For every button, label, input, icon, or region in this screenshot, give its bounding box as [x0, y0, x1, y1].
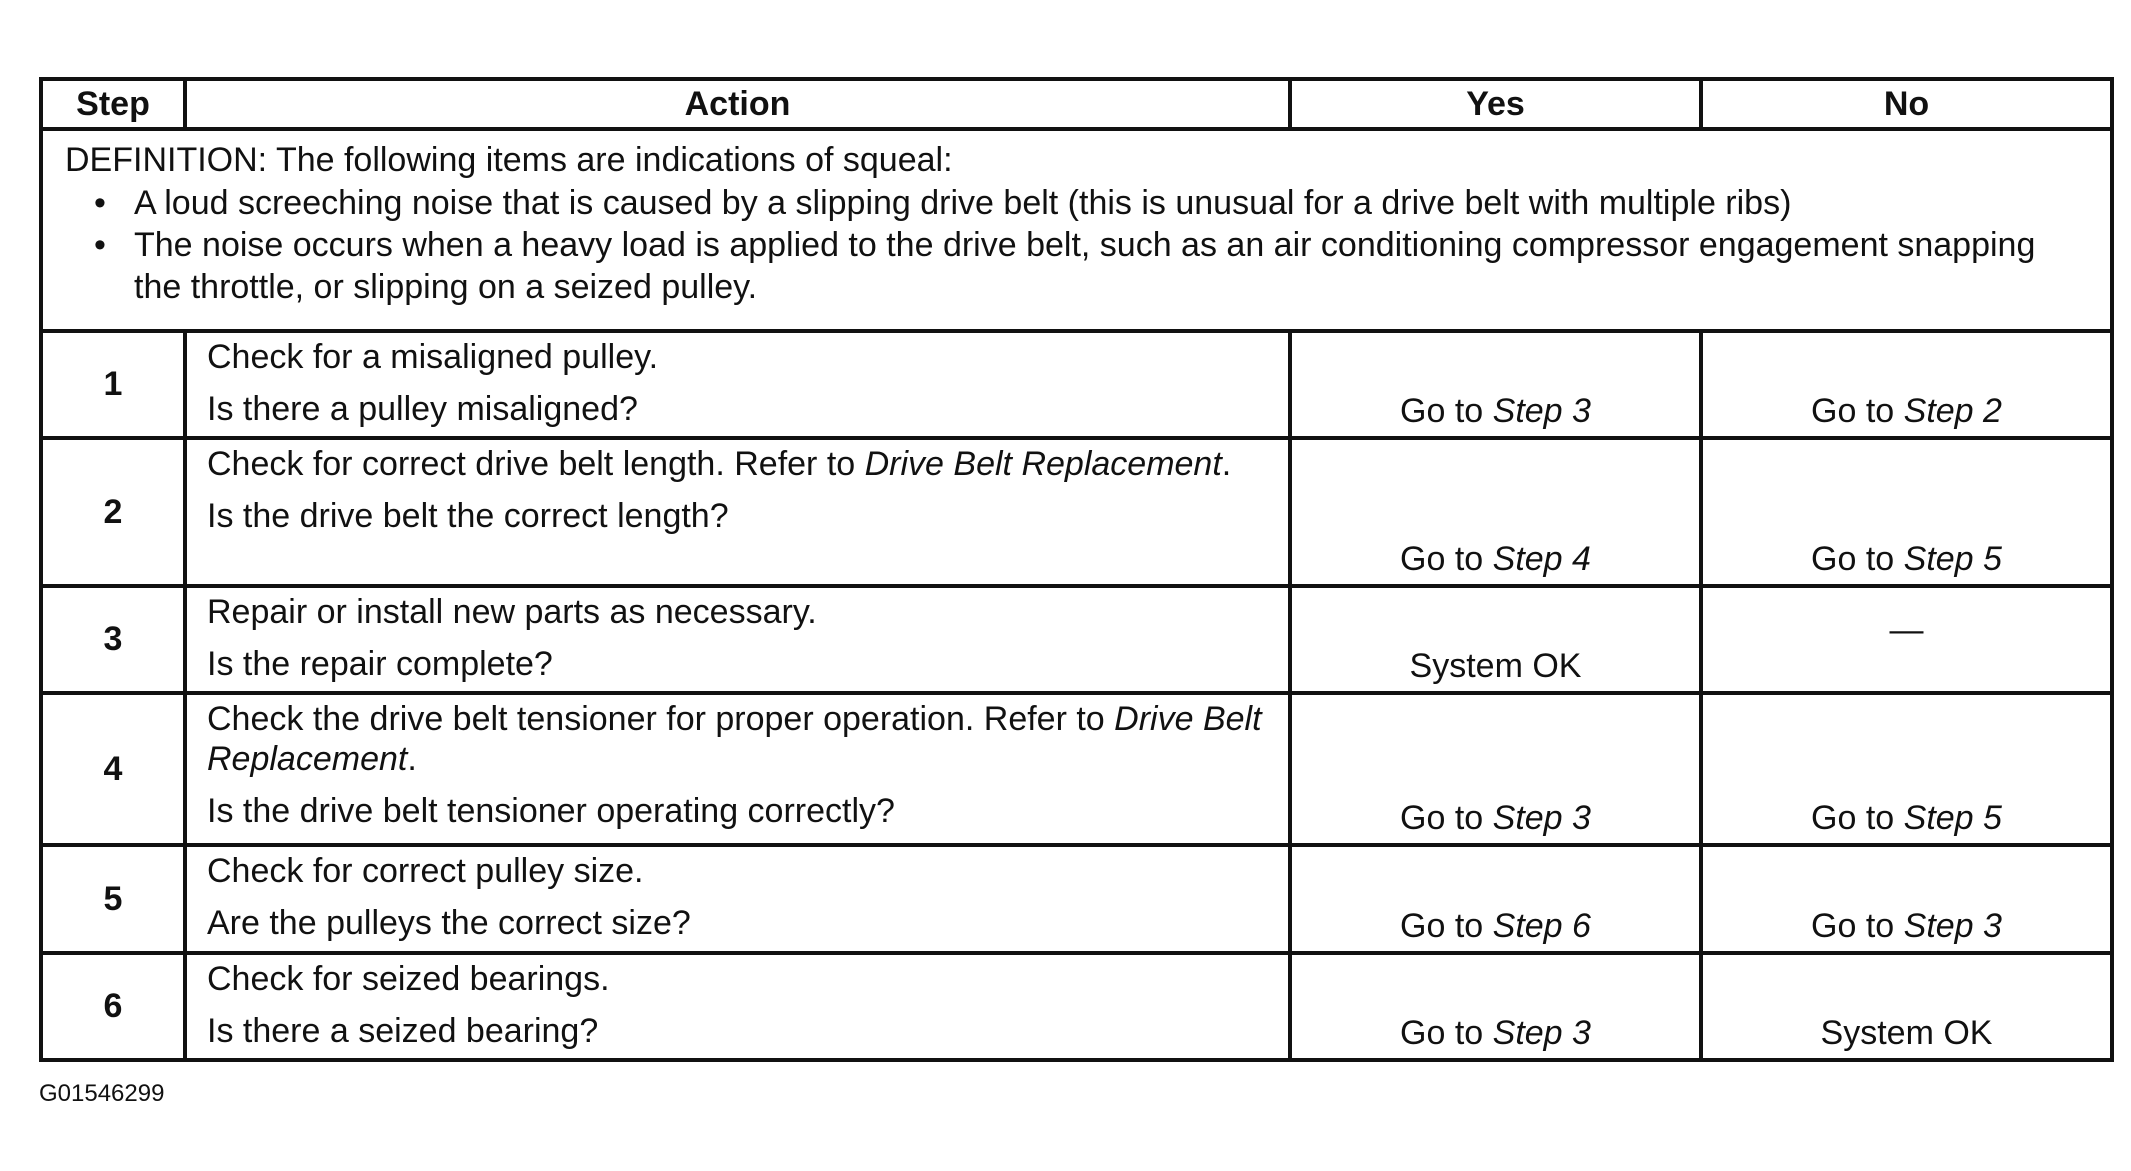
yes-prefix: Go to [1400, 907, 1493, 945]
header-no: No [1701, 79, 2112, 129]
no-step-link[interactable]: Step 5 [1903, 799, 2002, 837]
action-question: Are the pulleys the correct size? [207, 904, 691, 942]
action-reference-link[interactable]: Drive Belt Replacement [207, 700, 1262, 778]
action-text-line [207, 444, 1274, 484]
action-text: Check for seized bearings. [207, 960, 610, 998]
action-text: Check for correct drive belt length. Refer to [207, 445, 865, 483]
definition-row [41, 129, 2112, 331]
step-number: 1 [41, 331, 185, 438]
no-step-link[interactable]: Step 2 [1903, 392, 2002, 430]
yes-prefix: Go to [1400, 1014, 1493, 1052]
no-step-link[interactable]: Step 3 [1903, 907, 2002, 945]
yes-result: System OK [1409, 647, 1582, 685]
header-action: Action [185, 79, 1290, 129]
action-question: Is there a seized bearing? [207, 1012, 599, 1050]
step-number: 2 [41, 438, 185, 586]
yes-cell [1290, 331, 1701, 438]
step-row [41, 953, 2112, 1060]
action-question: Is the drive belt the correct length? [207, 497, 729, 535]
no-cell [1701, 438, 2112, 586]
action-text: Check for a misaligned pulley. [207, 338, 659, 376]
action-question: Is the drive belt tensioner operating correctly? [207, 792, 895, 830]
action-cell [185, 845, 1290, 953]
action-question: Is there a pulley misaligned? [207, 390, 638, 428]
action-cell [185, 586, 1290, 693]
no-result-dash: — [1889, 610, 1924, 649]
definition-title: DEFINITION: The following items are indications of squeal: [65, 141, 953, 179]
diagnostic-table [39, 77, 2114, 1062]
no-cell [1701, 331, 2112, 438]
yes-prefix: Go to [1400, 799, 1493, 837]
step-row [41, 586, 2112, 693]
definition-bullet: • The noise occurs when a heavy load is applied to the drive belt, such as an air conditioning compressor engagement snapping the throttle, or slipping on a seized pulley. [134, 224, 2090, 308]
header-step: Step [41, 79, 185, 129]
yes-cell [1290, 438, 1701, 586]
no-step-link[interactable]: Step 5 [1903, 540, 2002, 578]
action-text: Check the drive belt tensioner for proper operation. Refer to [207, 700, 1115, 738]
header-yes: Yes [1290, 79, 1701, 129]
yes-step-link[interactable]: Step 3 [1492, 1014, 1591, 1052]
yes-cell [1290, 953, 1701, 1060]
yes-step-link[interactable]: Step 3 [1492, 799, 1591, 837]
no-prefix: Go to [1811, 540, 1904, 578]
step-row [41, 331, 2112, 438]
definition-bullet: • A loud screeching noise that is caused by a slipping drive belt (this is unusual for a drive belt with multiple ribs) [134, 182, 2090, 224]
action-cell [185, 953, 1290, 1060]
step-number: 3 [41, 586, 185, 693]
no-cell [1701, 845, 2112, 953]
action-text-line [207, 699, 1274, 779]
action-cell [185, 438, 1290, 586]
action-cell [185, 331, 1290, 438]
no-cell [1701, 586, 2112, 693]
step-row [41, 438, 2112, 586]
step-row [41, 693, 2112, 845]
yes-cell [1290, 845, 1701, 953]
step-number: 4 [41, 693, 185, 845]
action-reference-link[interactable]: Drive Belt Replacement [864, 445, 1222, 483]
step-row [41, 845, 2112, 953]
yes-cell [1290, 586, 1701, 693]
action-text: Check for correct pulley size. [207, 852, 644, 890]
definition-list [65, 182, 2090, 308]
step-number: 5 [41, 845, 185, 953]
yes-cell [1290, 693, 1701, 845]
action-cell [185, 693, 1290, 845]
yes-step-link[interactable]: Step 4 [1492, 540, 1591, 578]
action-suffix: . [407, 740, 417, 778]
no-prefix: Go to [1811, 907, 1904, 945]
header-row [41, 79, 2112, 129]
no-prefix: Go to [1811, 392, 1904, 430]
definition-cell [41, 129, 2112, 331]
no-result: System OK [1820, 1014, 1993, 1052]
figure-id: G01546299 [39, 1080, 165, 1107]
action-text: Repair or install new parts as necessary. [207, 593, 817, 631]
no-cell [1701, 953, 2112, 1060]
yes-step-link[interactable]: Step 6 [1492, 907, 1591, 945]
step-number: 6 [41, 953, 185, 1060]
yes-prefix: Go to [1400, 540, 1493, 578]
no-prefix: Go to [1811, 799, 1904, 837]
yes-step-link[interactable]: Step 3 [1492, 392, 1591, 430]
yes-prefix: Go to [1400, 392, 1493, 430]
action-suffix: . [1221, 445, 1232, 483]
no-cell [1701, 693, 2112, 845]
action-question: Is the repair complete? [207, 645, 553, 683]
